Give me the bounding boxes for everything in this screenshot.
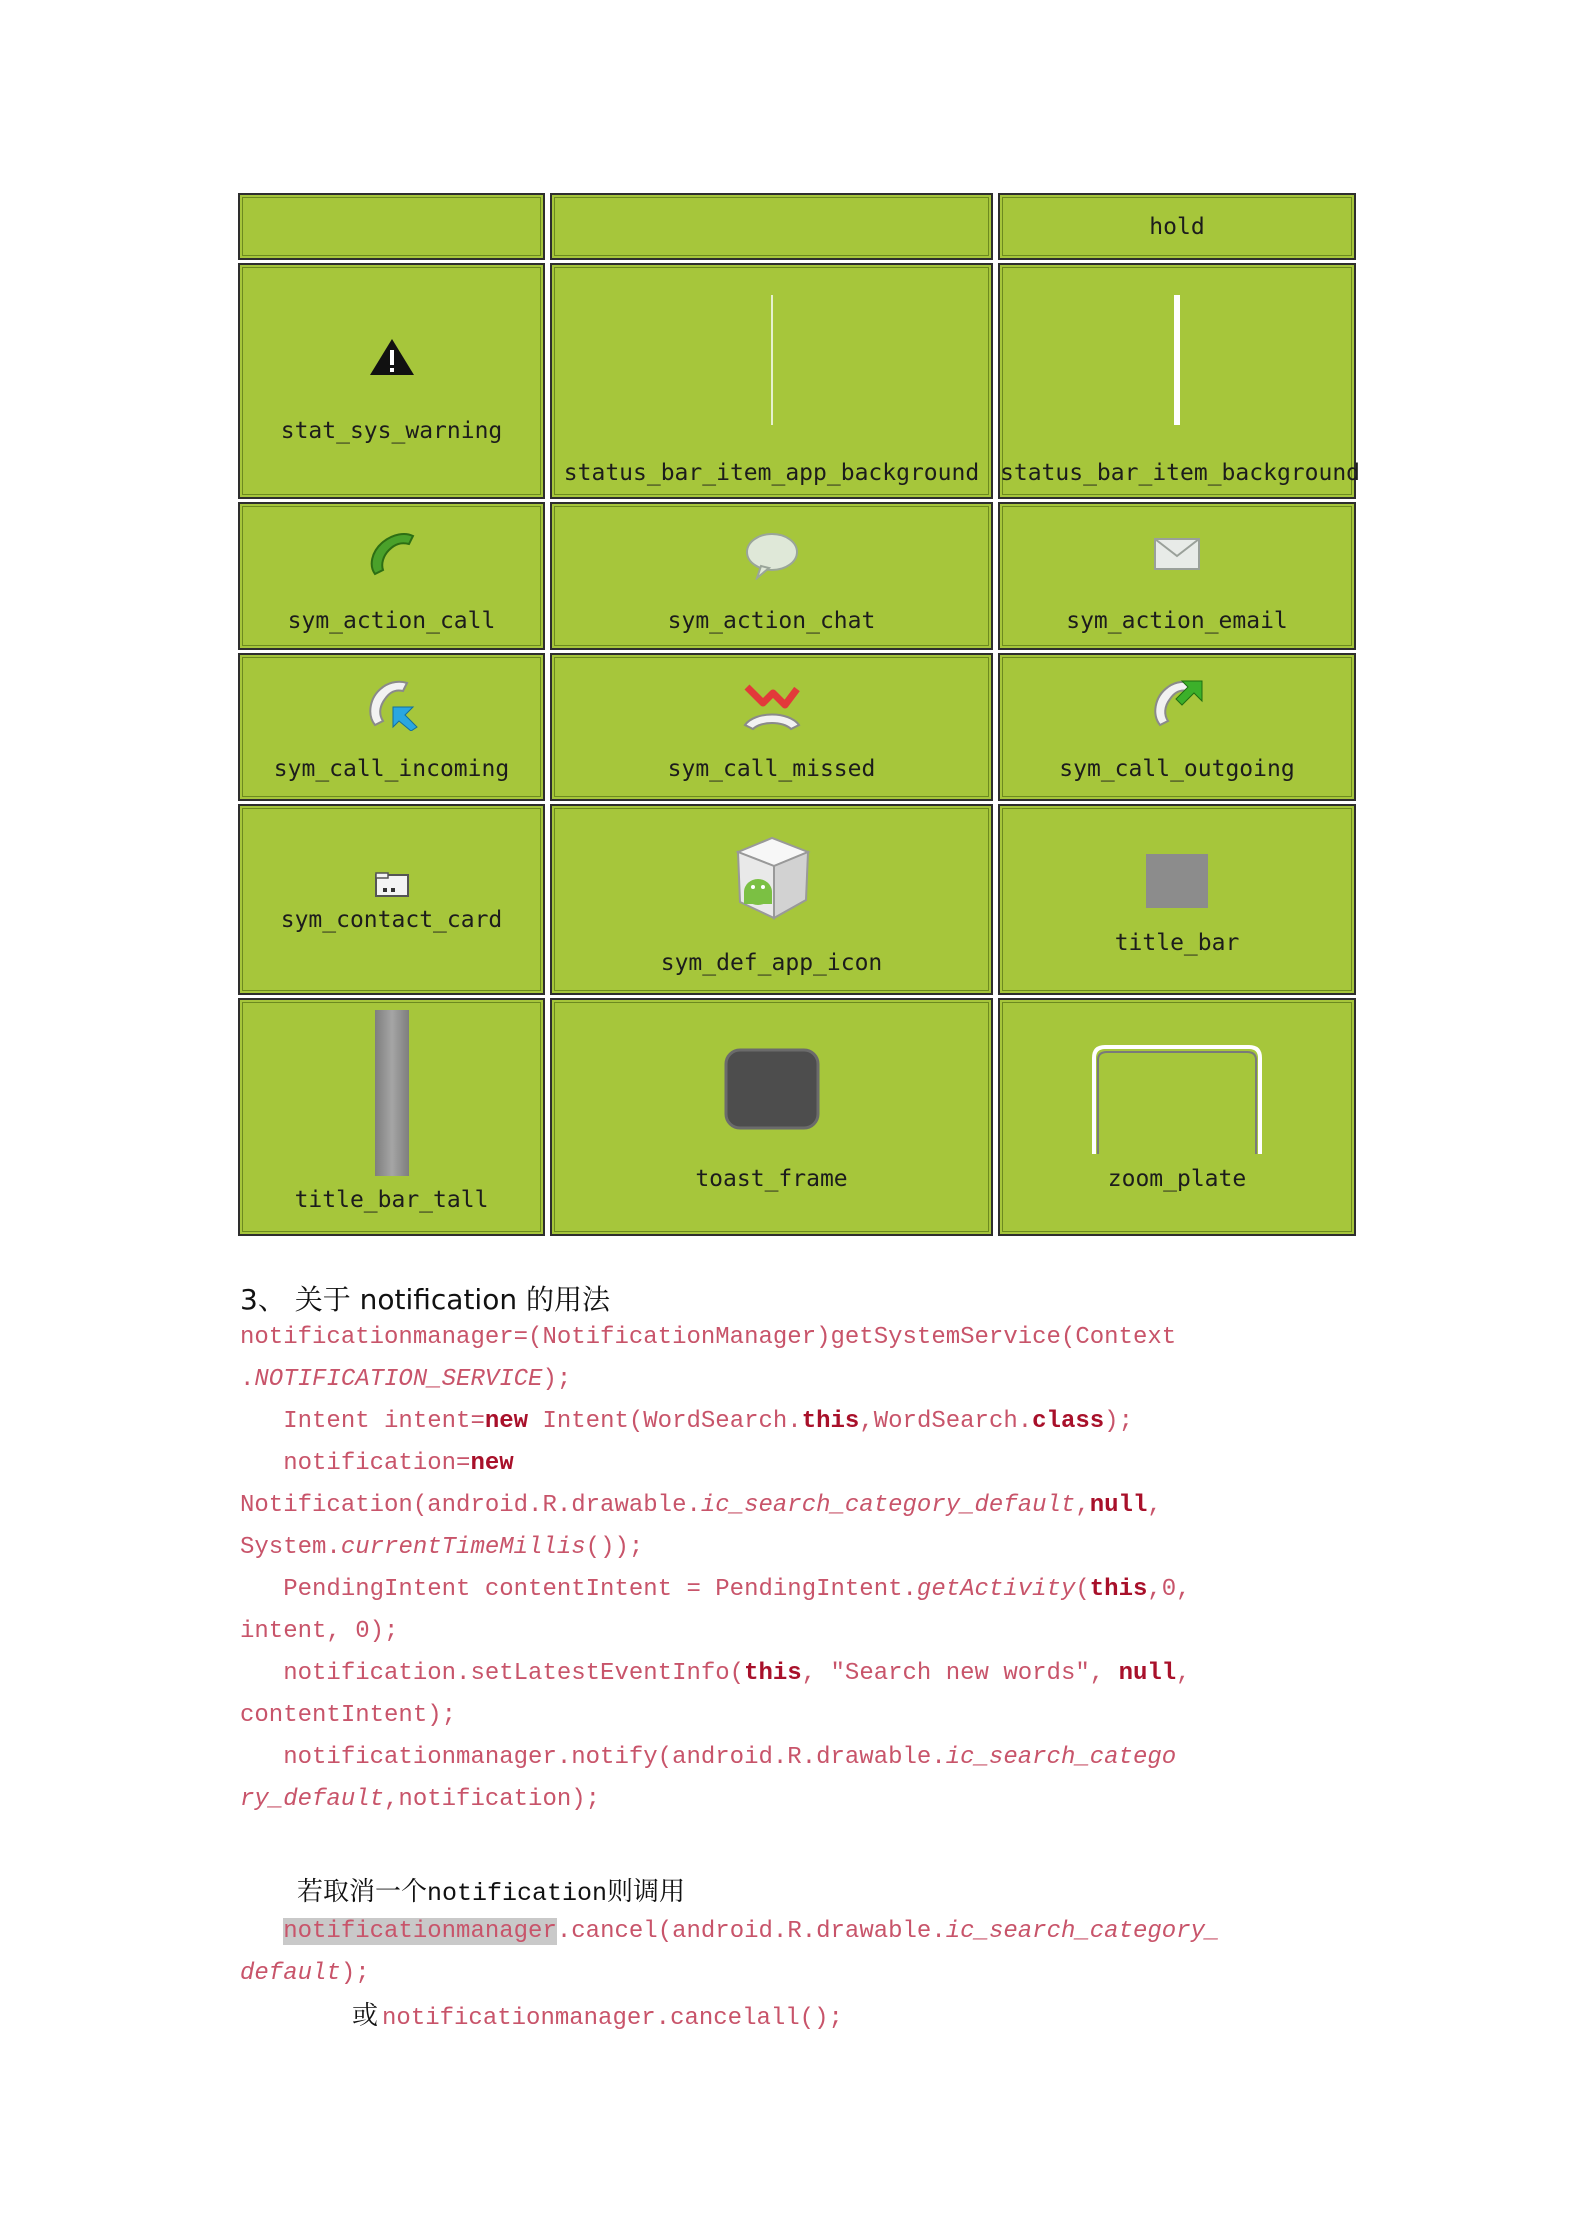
table-cell xyxy=(998,193,1356,260)
cell-label: title_bar xyxy=(1114,930,1240,956)
highlighted-identifier: notificationmanager xyxy=(283,1918,557,1945)
toast-rounded-box-icon xyxy=(724,1048,820,1135)
table-cell xyxy=(550,193,993,260)
gray-square-icon xyxy=(1146,854,1208,913)
contact-card-icon xyxy=(375,872,409,903)
table-cell xyxy=(550,998,993,1236)
outgoing-call-icon xyxy=(1148,677,1206,736)
warning-triangle-icon xyxy=(368,337,416,382)
table-cell xyxy=(998,998,1356,1236)
cancel-intro: 若取消一个notification则调用 xyxy=(297,1877,686,1908)
cell-label: toast_frame xyxy=(695,1166,848,1192)
code-line: default); xyxy=(240,1960,370,1987)
chat-bubble-icon xyxy=(745,532,799,585)
cell-label: status_bar_item_background xyxy=(1000,460,1361,486)
cell-label: sym_call_missed xyxy=(667,756,876,782)
table-cell xyxy=(550,653,993,801)
code-block xyxy=(240,1318,1350,1818)
incoming-call-icon xyxy=(363,677,421,736)
section-heading: 3、 关于 notification 的用法 xyxy=(240,1283,610,1316)
code-line: .NOTIFICATION_SERVICE); xyxy=(240,1366,572,1393)
gray-tall-bar-icon xyxy=(375,1010,409,1181)
table-cell xyxy=(238,653,545,801)
cell-label: sym_def_app_icon xyxy=(660,950,883,976)
code-line: notificationmanager.notify(android.R.drawable.ic_search_catego xyxy=(240,1744,1177,1771)
code-line: intent, 0); xyxy=(240,1618,399,1645)
code-line: Intent intent=new Intent(WordSearch.this,WordSearch.class); xyxy=(240,1408,1133,1435)
table-cell xyxy=(550,502,993,650)
code-line: contentIntent); xyxy=(240,1702,457,1729)
missed-call-icon xyxy=(741,677,803,736)
android-app-box-icon xyxy=(728,830,816,927)
code-line: notificationmanager=(NotificationManager)getSystemService(Context xyxy=(240,1324,1177,1351)
cell-label: hold xyxy=(1149,214,1205,240)
code-line: notification.setLatestEventInfo(this, "Search new words", null, xyxy=(240,1660,1191,1687)
phone-handset-icon xyxy=(365,530,419,585)
cell-label: sym_contact_card xyxy=(280,907,503,933)
code-line: notificationmanager.cancel(android.R.drawable.ic_search_category_ xyxy=(283,1918,1220,1945)
code-line: PendingIntent contentIntent = PendingIntent.getActivity(this,0, xyxy=(240,1576,1191,1603)
cancel-all-line xyxy=(352,1996,843,2039)
cancel-all-code: notificationmanager.cancelall(); xyxy=(382,2005,843,2032)
code-line: Notification(android.R.drawable.ic_search_category_default,null, xyxy=(240,1492,1162,1519)
cell-label: sym_call_incoming xyxy=(273,756,510,782)
envelope-icon xyxy=(1154,538,1200,575)
table-cell xyxy=(550,804,993,995)
table-cell xyxy=(998,263,1361,499)
table-cell xyxy=(998,653,1356,801)
or-word: 或 xyxy=(352,2001,379,2031)
cell-label: status_bar_item_app_background xyxy=(563,460,980,486)
cell-label: sym_action_chat xyxy=(667,608,876,634)
zoom-plate-frame-icon xyxy=(1091,1044,1263,1159)
code-line: ry_default,notification); xyxy=(240,1786,601,1813)
drawable-icon-table xyxy=(238,193,1361,1236)
table-cell xyxy=(238,193,545,260)
table-cell xyxy=(998,502,1356,650)
vertical-line-icon xyxy=(1172,295,1182,430)
cell-label: sym_action_email xyxy=(1066,608,1288,634)
table-cell xyxy=(238,502,545,650)
cell-label: sym_call_outgoing xyxy=(1059,756,1295,782)
table-cell xyxy=(998,804,1356,995)
table-cell xyxy=(238,263,545,499)
cell-label: title_bar_tall xyxy=(294,1187,489,1213)
code-line: notification=new xyxy=(240,1450,514,1477)
table-cell xyxy=(238,804,545,995)
thin-vertical-line-icon xyxy=(769,295,775,430)
cell-label: stat_sys_warning xyxy=(280,418,503,444)
cell-label: sym_action_call xyxy=(287,608,496,634)
code-line: System.currentTimeMillis()); xyxy=(240,1534,644,1561)
table-cell xyxy=(550,263,993,499)
table-cell xyxy=(238,998,545,1236)
cell-label: zoom_plate xyxy=(1107,1166,1247,1192)
